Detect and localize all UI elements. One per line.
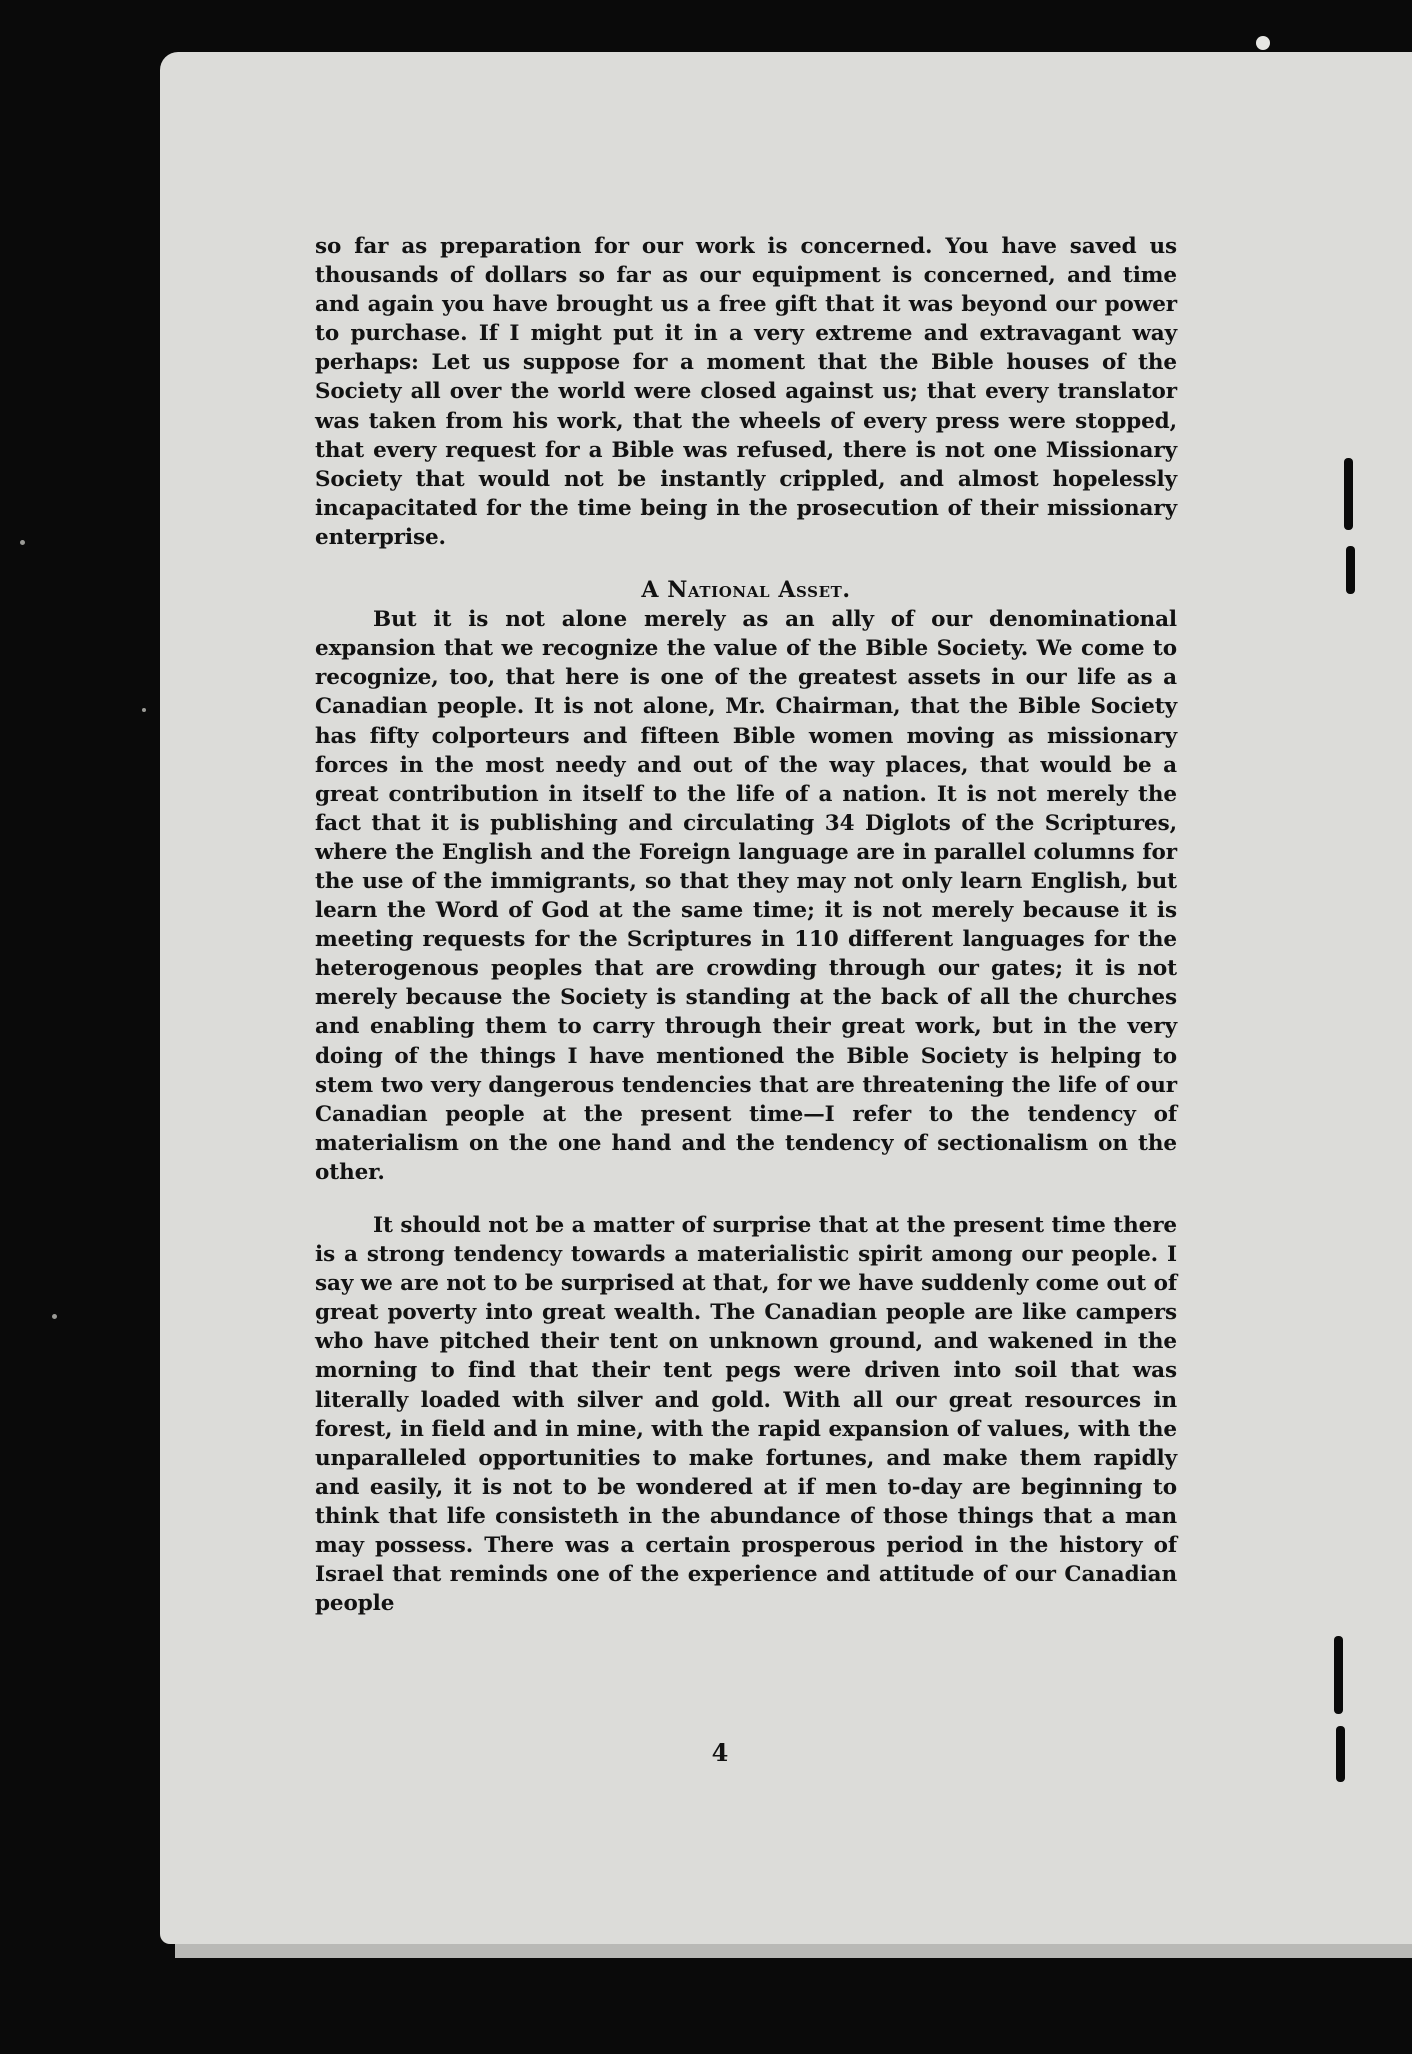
paragraph: But it is not alone merely as an ally of our denominational expansion that we recognize the value of the Bible Society. We come to recognize, too, that here is one of the greatest assets in our life as a Canadian people. It is not alone, Mr. Chairman, that the Bible Society has fifty colporteurs and fifteen Bible women moving as missionary forces in the most needy and out of the way places, that would be a great contribution in itself to the life of a nation. It is not merely the fact that it is publishing and circulating 34 Diglots of the Scriptures, where the English and the Foreign language are in parallel columns for the use of the immigrants, so that they may not only learn English, but learn the Word of God at the same time; it is not merely because it is meeting requests for the Scriptures in 110 different languages for the heterogenous peoples that are crowding through our gates; it is not merely because the Society is standing at the back of all the churches and enabling them to carry through their great work, but in the very doing of the things I have mentioned the Bible Society is helping to stem two very dangerous tendencies that are threatening the life of our Canadian people at the present time—I refer to the tendency of materialism on the one hand and the tendency of sectionalism on the other. bbox=[315, 607, 1177, 1185]
binding-shadow-mark bbox=[1334, 1636, 1343, 1714]
dust-speck bbox=[1256, 36, 1270, 50]
dust-speck bbox=[20, 540, 25, 545]
dust-speck bbox=[142, 708, 146, 712]
section-heading: A National Asset. bbox=[641, 577, 851, 604]
dust-speck bbox=[52, 1314, 57, 1319]
binding-shadow-mark bbox=[1344, 458, 1353, 530]
page-bottom-edge bbox=[175, 1944, 1412, 1958]
body-text bbox=[315, 232, 1177, 1618]
binding-shadow-mark bbox=[1336, 1726, 1345, 1782]
binding-shadow-mark bbox=[1346, 546, 1355, 594]
paragraph-continued: so far as preparation for our work is concerned. You have saved us thousands of dollars so far as our equipment is concerned, and time and again you have brought us a free gift that it was beyond our power to purchase. If I might put it in a very extreme and extravagant way perhaps: Let us suppose for a moment that the Bible houses of the Society all over the world were closed against us; that every translator was taken from his work, that the wheels of every press were stopped, that every request for a Bible was refused, there is not one Missionary Society that would not be instantly crippled, and almost hopelessly incapacitated for the time being in the prosecution of their missionary enterprise. bbox=[315, 234, 1177, 550]
paragraph: It should not be a matter of surprise that at the present time there is a strong tendency towards a materialistic spirit among our people. I say we are not to be surprised at that, for we have suddenly come out of great poverty into great wealth. The Canadian people are like campers who have pitched their tent on unknown ground, and wakened in the morning to find that their tent pegs were driven into soil that was literally loaded with silver and gold. With all our great resources in forest, in field and in mine, with the rapid expansion of values, with the unparalleled opportunities to make fortunes, and make them rapidly and easily, it is not to be wondered at if men to-day are beginning to think that life consisteth in the abundance of those things that a man may possess. There was a certain prosperous period in the history of Israel that reminds one of the experience and attitude of our Canadian people bbox=[315, 1213, 1177, 1617]
page-number: 4 bbox=[711, 1738, 729, 1767]
